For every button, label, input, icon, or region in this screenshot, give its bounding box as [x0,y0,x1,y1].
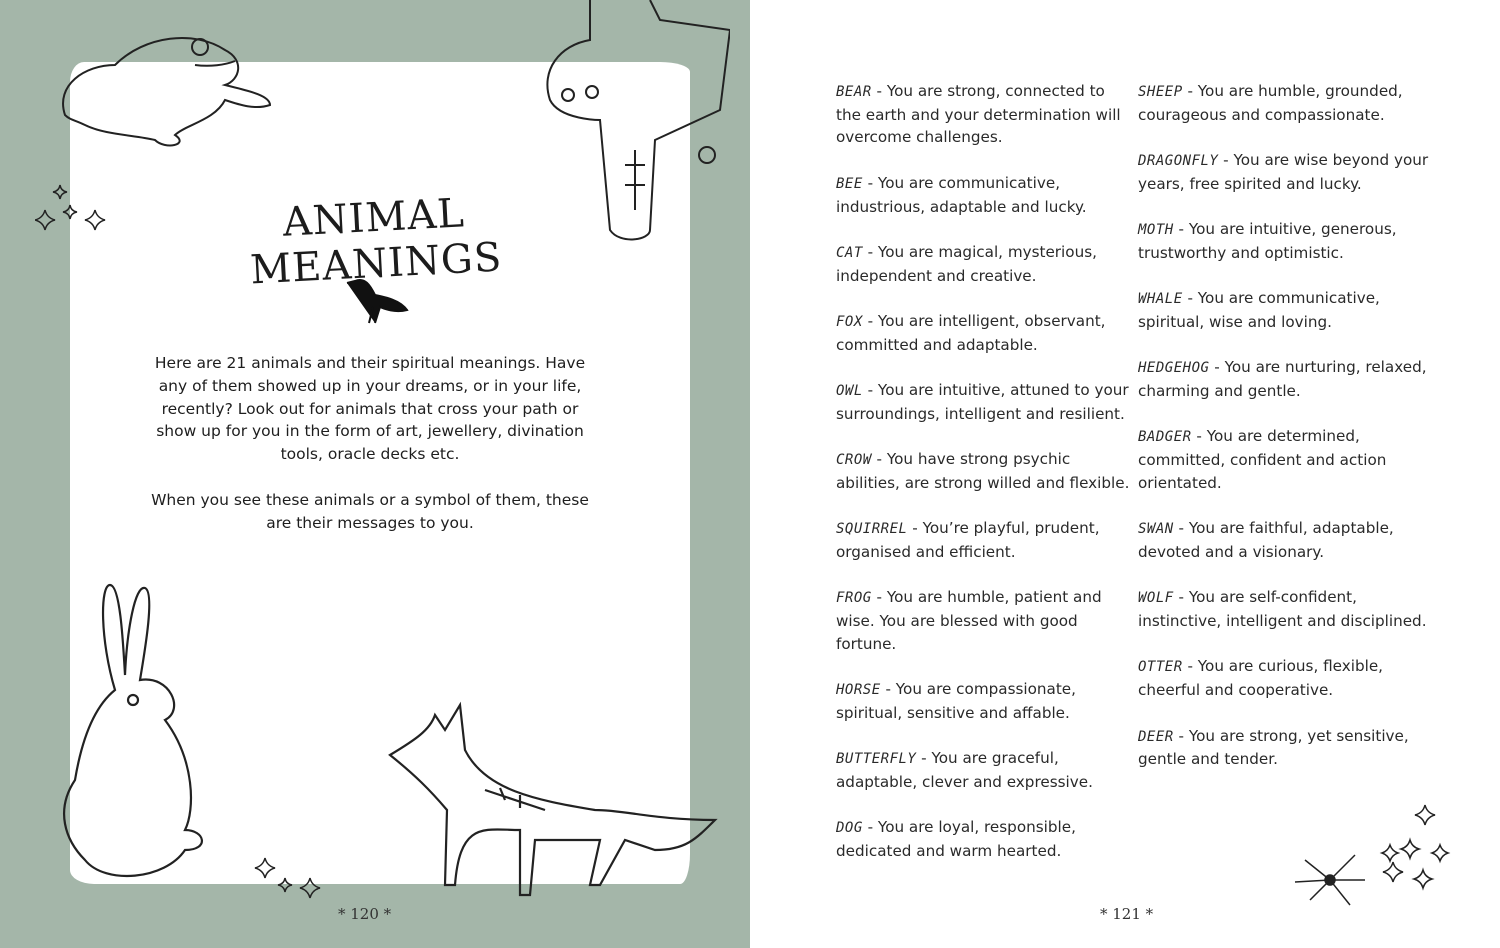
list-item: FOX - You are intelligent, observant, committed and adaptable. [836,311,1106,354]
list-item: SWAN - You are faithful, adaptable, devoted and a visionary. [1138,519,1394,561]
animal-list-column-1 [836,80,1131,885]
list-item: DEER - You are strong, yet sensitive, gentle and tender. [1138,726,1409,769]
list-item: SHEEP - You are humble, grounded, courageous and compassionate. [1138,82,1403,124]
frog-illustration [45,25,285,155]
fox-illustration [385,700,725,900]
list-item: HORSE - You are compassionate, spiritual, sensitive and affable. [836,680,1076,722]
page-number-right: * 121 * [1100,905,1154,923]
list-item: OWL - You are intuitive, attuned to your surroundings, intelligent and resilient. [836,381,1129,423]
intro-paragraph: Here are 21 animals and their spiritual meanings. Have any of them showed up in your dreams, or in your life, recently? Look out for animals that cross your path or show up for you in the form of art, jewellery, divination tools, oracle decks etc. [154,354,586,464]
bird-icon [345,275,410,325]
constellation-icon [1275,800,1455,910]
list-item: CROW - You have strong psychic abilities, are strong willed and flexible. [836,450,1130,492]
list-item: OTTER - You are curious, flexible, cheerful and cooperative. [1138,657,1383,700]
intro-text [150,352,590,557]
list-item: DOG - You are loyal, responsible, dedicated and warm hearted. [836,818,1076,861]
list-item: MOTH - You are intuitive, generous, trustworthy and optimistic. [1138,220,1397,262]
list-item: CAT - You are magical, mysterious, independent and creative. [836,242,1097,285]
rabbit-illustration [45,580,245,890]
list-item: BEAR - You are strong, connected to the earth and your determination will overcome challenges. [836,82,1121,147]
list-item: WHALE - You are communicative, spiritual, wise and loving. [1138,289,1380,331]
sparkles-icon [250,848,325,908]
list-item: FROG - You are humble, patient and wise. You are blessed with good fortune. [836,588,1102,653]
list-item: BADGER - You are determined, committed, confident and action orientated. [1138,427,1387,492]
intro-note: When you see these animals or a symbol of them, these are their messages to you. [151,490,589,532]
sparkles-icon [35,180,110,240]
animal-list-column-2 [1138,80,1433,794]
list-item: HEDGEHOG - You are nurturing, relaxed, charming and gentle. [1138,358,1427,401]
page-title: ANIMAL MEANINGS [249,190,504,294]
list-item: DRAGONFLY - You are wise beyond your years, free spirited and lucky. [1138,151,1429,193]
list-item: BUTTERFLY - You are graceful, adaptable, clever and expressive. [836,749,1093,791]
list-item: BEE - You are communicative, industrious, adaptable and lucky. [836,173,1087,216]
list-item: WOLF - You are self-confident, instinctive, intelligent and disciplined. [1138,588,1427,631]
list-item: SQUIRREL - You’re playful, prudent, organised and efficient. [836,519,1100,561]
page-number-left: * 120 * [338,905,392,923]
